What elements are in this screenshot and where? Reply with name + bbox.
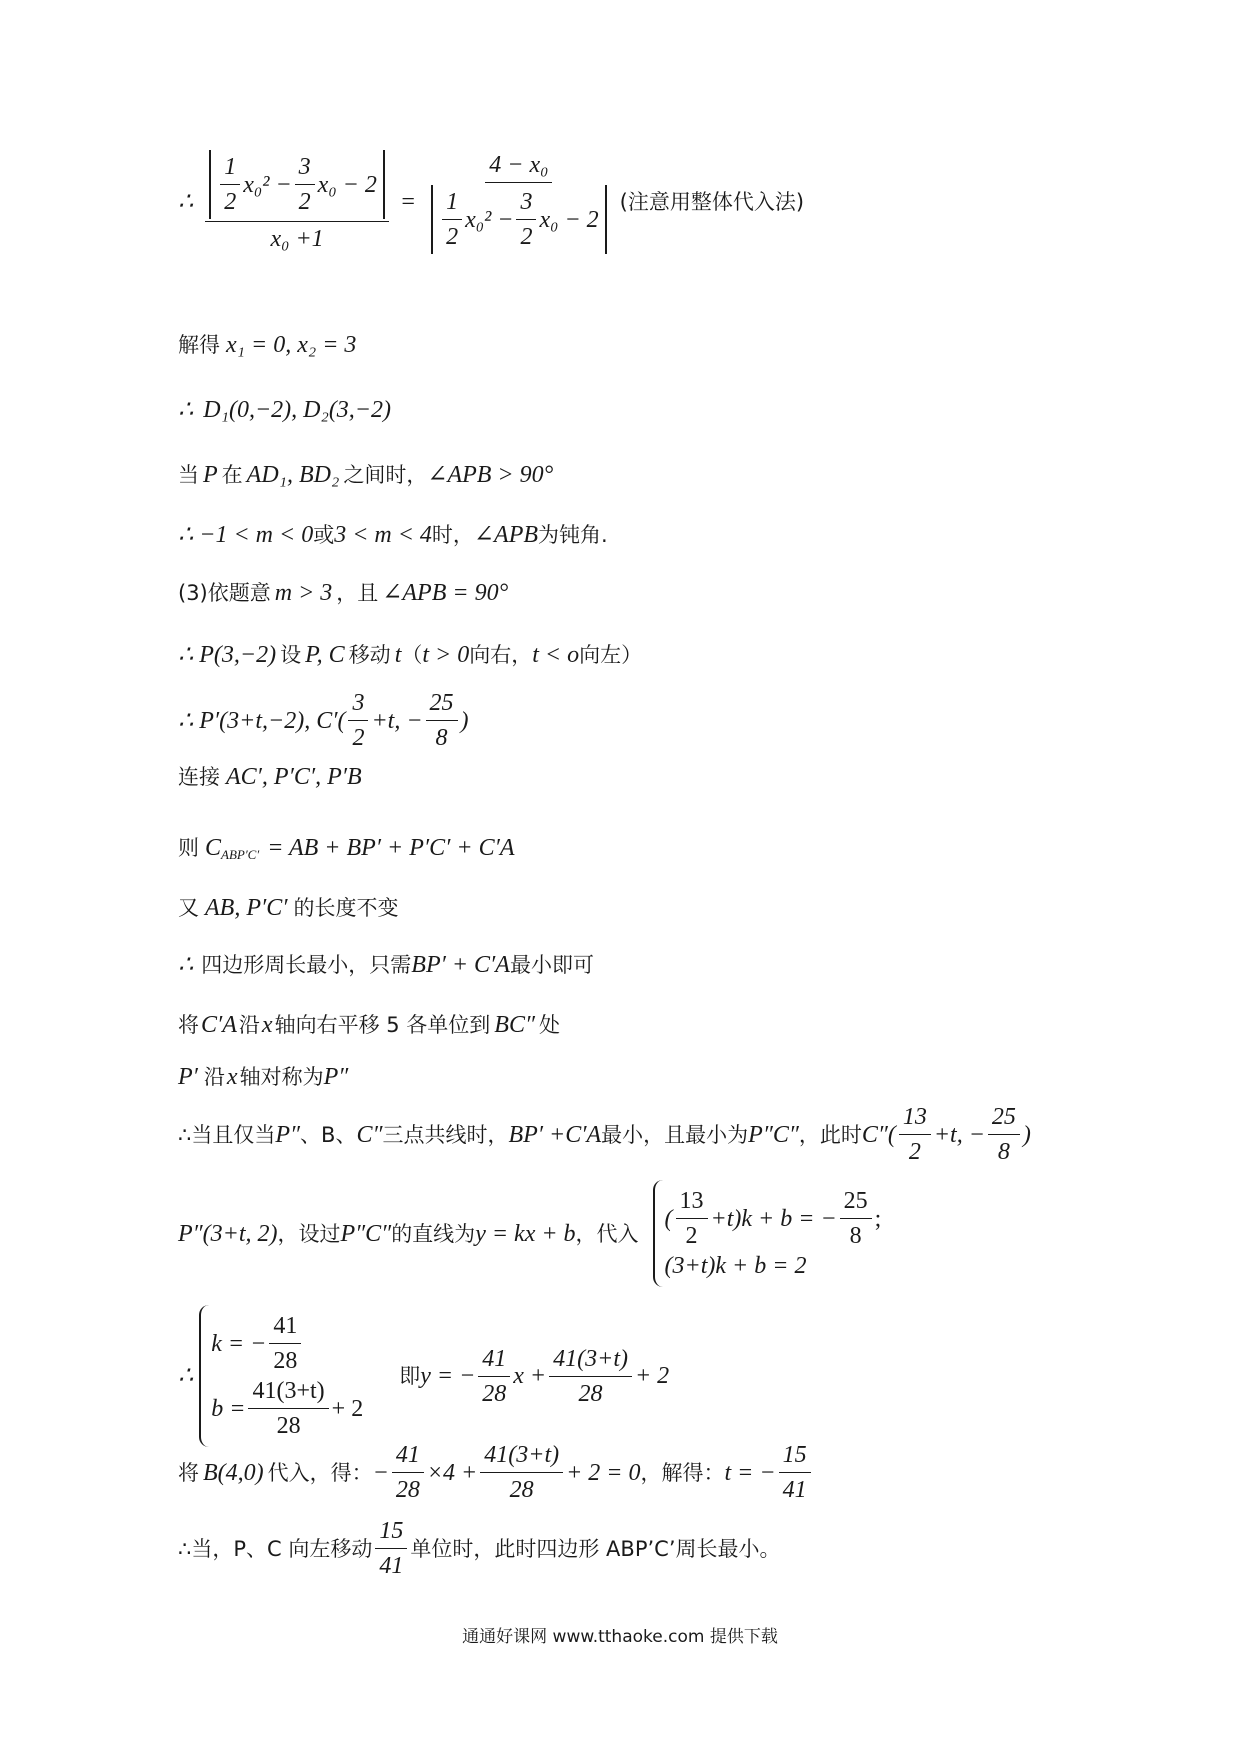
kb-solution-line: ∴ k = − $\frac{41}{28}$ b = $\frac{41(3+t)}{28}$ + 2 即 y = − $\frac{41}{28}$ x + $\frac{41(3+t)}{28}$ + 2 [178,1305,669,1447]
perimeter-line: 则 C $_{ABP'C'}$ = AB + BP′ + P′C′ + C′A [178,835,515,862]
moved-points-line: ∴ P′(3+t,−2), C′( $\frac{3}{2}$ +t, − $\frac{25}{8}$ ) [178,690,469,751]
page-footer: 通通好课网 www.tthaoke.com 提供下载 [462,1627,778,1647]
line-equation-setup: P″(3+t, 2) ，设过 P″C″ 的直线为 y = kx + b ，代入 ( $\frac{13}{2}$ +t)k + b = − $\frac{25}{8}$ ; (3+t)k + b = 2 [178,1180,887,1287]
collinear-line: ∴当且仅当 P″ 、B、 C″ 三点共线时， BP′ +C′A 最小，且最小为 P″C″ ，此时 C″( $\frac{13}{2}$ +t, − $\frac{25}{8}$ ) [178,1104,1031,1165]
rhs-fraction: 4 − x₀ $\frac{1}{2}$ x₀² − $\frac{3}{2}$ x₀ − 2 [427,150,611,254]
minimum-condition-line: ∴ 四边形周长最小，只需 BP′ + C′A 最小即可 [178,952,594,978]
part3-line: (3)依题意 m > 3 ，且 ∠APB = 90° [178,580,509,606]
translate-line: 将 C′A 沿 x 轴向右平移 5 各单位到 BC″ 处 [178,1012,560,1038]
kb-system: k = − $\frac{41}{28}$ b = $\frac{41(3+t)}{28}$ + 2 [199,1305,363,1447]
length-unchanged-line: 又 AB, P′C′ 的长度不变 [178,895,399,921]
symmetry-line: P′ 沿 x 轴对称为 P″ [178,1064,349,1090]
points-d-line: ∴ D₁(0,−2), D₂(3,−2) [178,397,391,423]
connect-line: 连接 AC′, P′C′, P′B [178,764,362,790]
conclusion-line: ∴当，P、C 向左移动 $\frac{15}{41}$ 单位时，此时四边形 ABP’C’周长最小。 [178,1518,781,1579]
method-note: (注意用整体代入法) [619,190,805,214]
abs-expression: $\frac{1}{2}$ x₀² − $\frac{3}{2}$ x₀ − 2 [209,150,385,219]
lhs-fraction: $\frac{1}{2}$ x₀² − $\frac{3}{2}$ x₀ − 2 x₀ +1 [205,150,389,254]
equation-ratio: ∴ $\frac{1}{2}$ x₀² − $\frac{3}{2}$ x₀ − 2 x₀ +1 = 4 − x₀ $\frac{1}{2}$ x₀² − $\frac{3}{2}$ x₀ − 2 (注意用整体代入法) [178,152,805,252]
substitute-b-line: 将 B(4,0) 代入，得： − $\frac{41}{28}$ ×4 + $\frac{41(3+t)}{28}$ + 2 = 0 ，解得： t = − $\frac{15}{41}$ [178,1440,814,1505]
move-t-line: ∴ P(3,−2) 设 P, C 移动 t （ t > 0 向右， t < o 向左） [178,642,643,668]
equation-system: ( $\frac{13}{2}$ +t)k + b = − $\frac{25}{8}$ ; (3+t)k + b = 2 [653,1180,882,1287]
obtuse-angle-line: ∴ −1 < m < 0 或 3 < m < 4 时， ∠APB 为钝角. [178,522,608,548]
solution-x-line: 解得 x₁ = 0, x₂ = 3 [178,332,357,358]
angle-condition-line: 当 P 在 AD₁, BD₂ 之间时， ∠APB > 90° [178,462,554,488]
therefore-symbol: ∴ [178,189,194,215]
